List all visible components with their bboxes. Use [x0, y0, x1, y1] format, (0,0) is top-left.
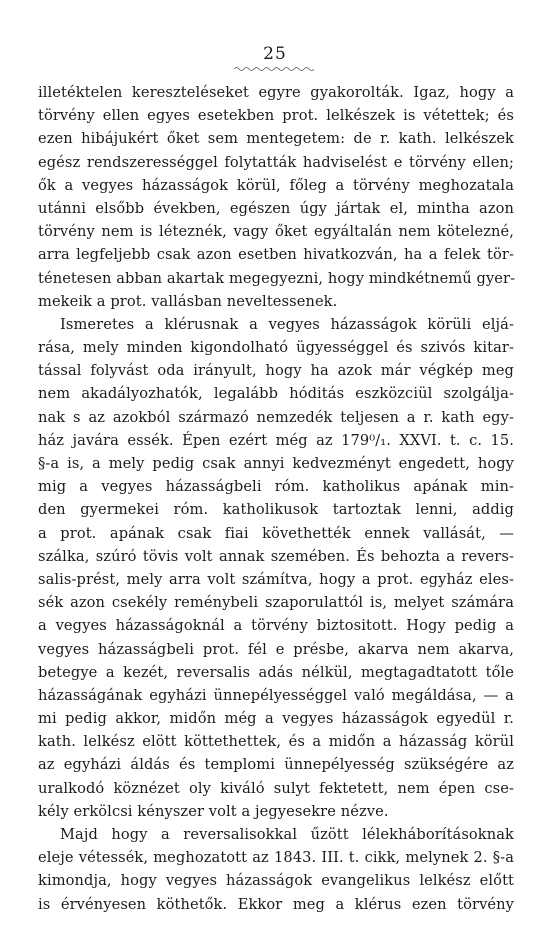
text-line-36: is érvényesen köthetők. Ekkor meg a klérus ezen törvény	[38, 895, 514, 913]
text-line-19: den gyermekei róm. katholikusok tartoztak lenni, addig	[38, 501, 514, 519]
text-line-12: rása, mely minden kigondolható ügyességgel és szivós kitar-	[38, 339, 514, 357]
text-line-22: salis-prést, mely arra volt számítva, hogy a prot. egyház eles-	[38, 570, 514, 588]
text-line-21: szálka, szúró tövis volt annak szemében. És behozta a revers-	[38, 547, 514, 565]
wavy-ornament-icon	[234, 66, 314, 72]
text-line-25: vegyes házasságbeli prot. fél e présbe, akarva nem akarva,	[38, 640, 514, 658]
text-line-17: §-a is, a mely pedig csak annyi kedvezményt engedett, hogy	[38, 455, 514, 472]
text-line-18: mig a vegyes házasságbeli róm. katholikus apának min-	[38, 478, 514, 496]
text-line-15: nak s az azokból származó nemzedék teljesen a r. kath egy-	[38, 408, 514, 426]
text-line-7: törvény nem is léteznék, vagy őket egyáltalán nem kötelezné,	[38, 223, 514, 241]
text-line-26: betegye a kezét, reversalis adás nélkül, megtagadtatott tőle	[38, 663, 514, 681]
text-line-29: kath. lelkész elött köttethettek, és a midőn a házasság körül	[38, 733, 514, 751]
body-text	[38, 81, 514, 916]
text-line-28: mi pedig akkor, midőn még a vegyes házasságok egyedül r.	[38, 710, 514, 728]
text-line-14: nem akadályozhatók, legalább hóditás eszközciül szolgálja-	[38, 385, 514, 403]
text-line-1: illetéktelen kereszteléseket egyre gyakorolták. Igaz, hogy a	[38, 84, 514, 101]
text-line-2: törvény ellen egyes esetekben prot. lelkészek is vétettek; és	[38, 107, 514, 125]
text-line-6: utánni elsőbb években, egészen úgy jártak el, mintha azon	[38, 199, 514, 217]
text-line-13: tással folyvást oda irányult, hogy ha azok már végkép meg	[38, 362, 514, 380]
text-line-23: sék azon csekély reménybeli szaporulattól is, melyet számára	[38, 594, 514, 612]
text-line-9: ténetesen abban akartak megegyezni, hogy mindkétnemű gyer-	[38, 269, 516, 287]
text-line-4: egész rendszerességgel folytatták hadviselést e törvény ellen;	[38, 153, 514, 171]
text-line-32: kély erkölcsi kényszer volt a jegyesekre nézve.	[38, 802, 389, 820]
text-line-16: ház javára essék. Épen ezért még az 179⁰/₁. XXVI. t. c. 15.	[38, 431, 514, 449]
text-line-8: arra legfeljebb csak azon esetben hivatkozván, ha a felek tör-	[38, 246, 514, 264]
text-line-33: Majd hogy a reversalisokkal űzött lélekháborításoknak	[60, 826, 514, 843]
text-line-24: a vegyes házasságoknál a törvény biztositott. Hogy pedig a	[38, 617, 514, 635]
text-line-10: mekeik a prot. vallásban neveltessenek.	[38, 292, 338, 310]
text-line-20: a prot. apának csak fiai követhették ennek vallását, —	[38, 524, 514, 542]
text-line-5: ők a vegyes házasságok körül, főleg a törvény meghozatala	[38, 176, 514, 194]
text-line-35: kimondja, hogy vegyes házasságok evangelikus lelkész előtt	[38, 872, 514, 890]
text-line-3: ezen hibájukért őket sem mentegetem: de r. kath. lelkészek	[38, 130, 514, 148]
text-line-34: eleje vétessék, meghozatott az 1843. III. t. cikk, melynek 2. §-a	[38, 849, 514, 867]
text-line-11: Ismeretes a klérusnak a vegyes házasságok körüli eljá-	[60, 315, 514, 333]
text-line-31: uralkodó köznézet oly kiváló sulyt fektetett, nem épen cse-	[38, 779, 514, 797]
text-line-27: házasságának egyházi ünnepélyességgel való megáldása, — a	[38, 686, 514, 704]
text-line-30: az egyházi áldás és templomi ünnepélyesség szükségére az	[38, 756, 514, 774]
page-number: 25	[263, 44, 287, 64]
